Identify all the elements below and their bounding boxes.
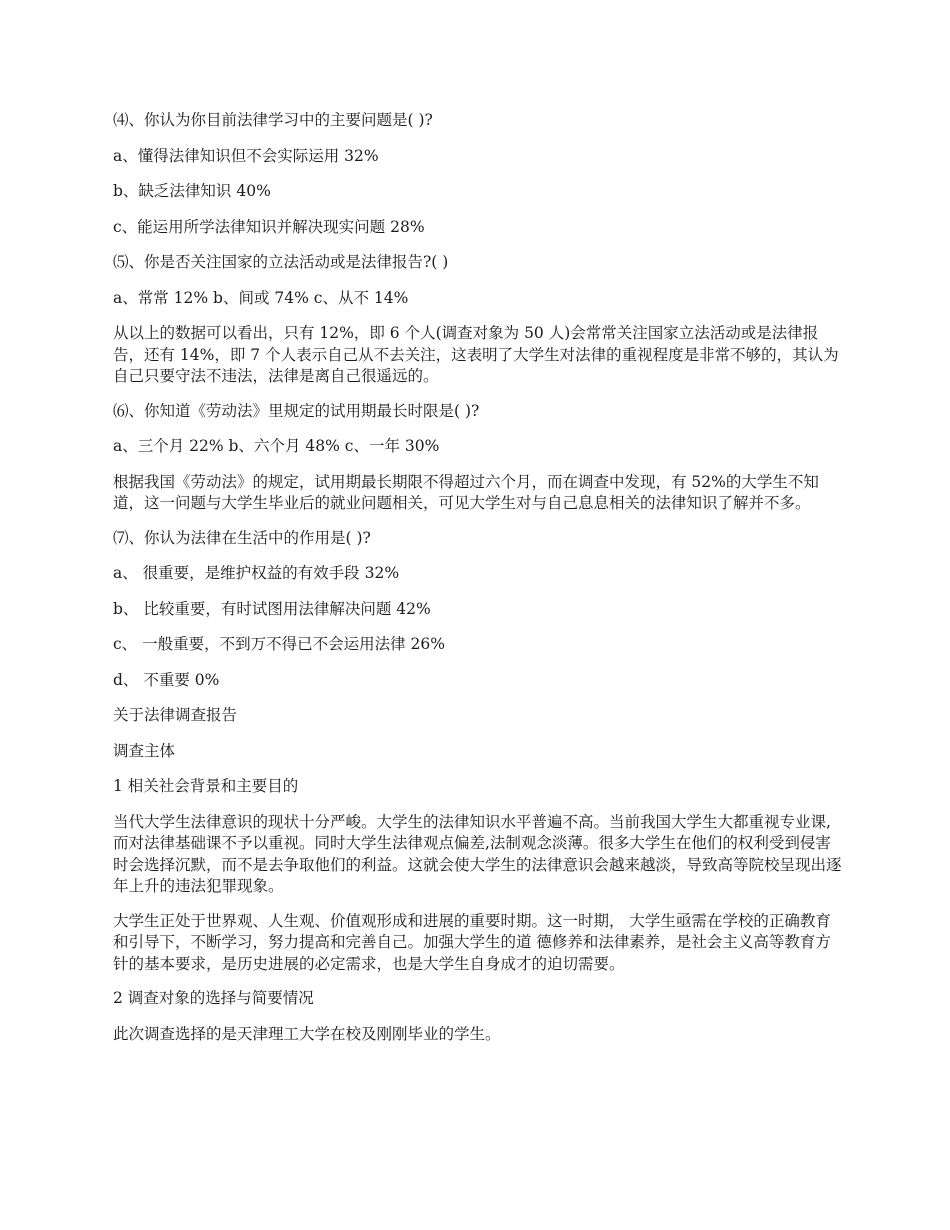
question-7-option-d: d、 不重要 0% (113, 670, 220, 689)
question-4-option-a: a、懂得法律知识但不会实际运用 32% (113, 146, 379, 165)
question-4-option-b: b、缺乏法律知识 40% (113, 182, 271, 200)
question-7-option-b: b、 比较重要，有时试图用法律解决问题 42% (113, 599, 431, 618)
question-4-option-c: c、能运用所学法律知识并解决现实问题 28% (113, 217, 425, 236)
question-5-options: a、常常 12% b、间或 74% c、从不 14% (113, 288, 409, 307)
question-6: ⑹、你知道《劳动法》里规定的试用期最长时限是( )? (113, 401, 480, 420)
section-heading-2: 2 调查对象的选择与简要情况 (113, 989, 314, 1007)
document-body (113, 110, 843, 1059)
question-7-option-a: a、 很重要，是维护权益的有效手段 32% (113, 564, 400, 582)
question-4: ⑷、你认为你目前法律学习中的主要问题是( )? (113, 111, 433, 129)
question-7-option-c: c、 一般重要，不到万不得已不会运用法律 26% (113, 635, 445, 653)
background-paragraph-2: 大学生正处于世界观、人生观、价值观形成和进展的重要时期。这一时期， 大学生亟需在学校的正确教育和引导下，不断学习，努力提高和完善自己。加强大学生的道 德修养和法律素养，是社会主义高等教育方针的基本要求，是历史进展的必定需求，也是大学生自身成才的迫切需要。 (113, 911, 831, 973)
analysis-paragraph-5: 从以上的数据可以看出，只有 12%，即 6 个人(调查对象为 50 人)会常常关注国家立法活动或是法律报告，还有 14%，即 7 个人表示自己从不去关注，这表明了大学生对法律的重视程度是非常不够的，其认为自己只要守法不违法，法律是离自己很遥远的。 (113, 324, 839, 385)
analysis-paragraph-6: 根据我国《劳动法》的规定，试用期最长期限不得超过六个月，而在调查中发现，有 52%的大学生不知道，这一问题与大学生毕业后的就业问题相关，可见大学生对与自己息息相关的法律知识了解并不多。 (113, 472, 819, 512)
question-7: ⑺、你认为法律在生活中的作用是( )? (113, 528, 371, 547)
section-heading-subject: 调查主体 (113, 741, 176, 760)
section-heading-1: 1 相关社会背景和主要目的 (113, 777, 299, 795)
report-title: 关于法律调查报告 (113, 706, 238, 724)
question-5: ⑸、你是否关注国家的立法活动或是法律报告?( ) (113, 253, 449, 271)
survey-subject-paragraph: 此次调查选择的是天津理工大学在校及刚刚毕业的学生。 (113, 1024, 501, 1043)
question-6-options: a、三个月 22% b、六个月 48% c、一年 30% (113, 437, 440, 455)
background-paragraph-1: 当代大学生法律意识的现状十分严峻。大学生的法律知识水平普遍不高。当前我国大学生大都重视专业课,而对法律基础课不予以重视。同时大学生法律观点偏差,法制观念淡薄。很多大学生在他们的权利受到侵害时会选择沉默，而不是去争取他们的利益。这就会使大学生的法律意识会越来越淡，导致高等院校呈现出逐年上升的违法犯罪现象。 (113, 812, 842, 895)
